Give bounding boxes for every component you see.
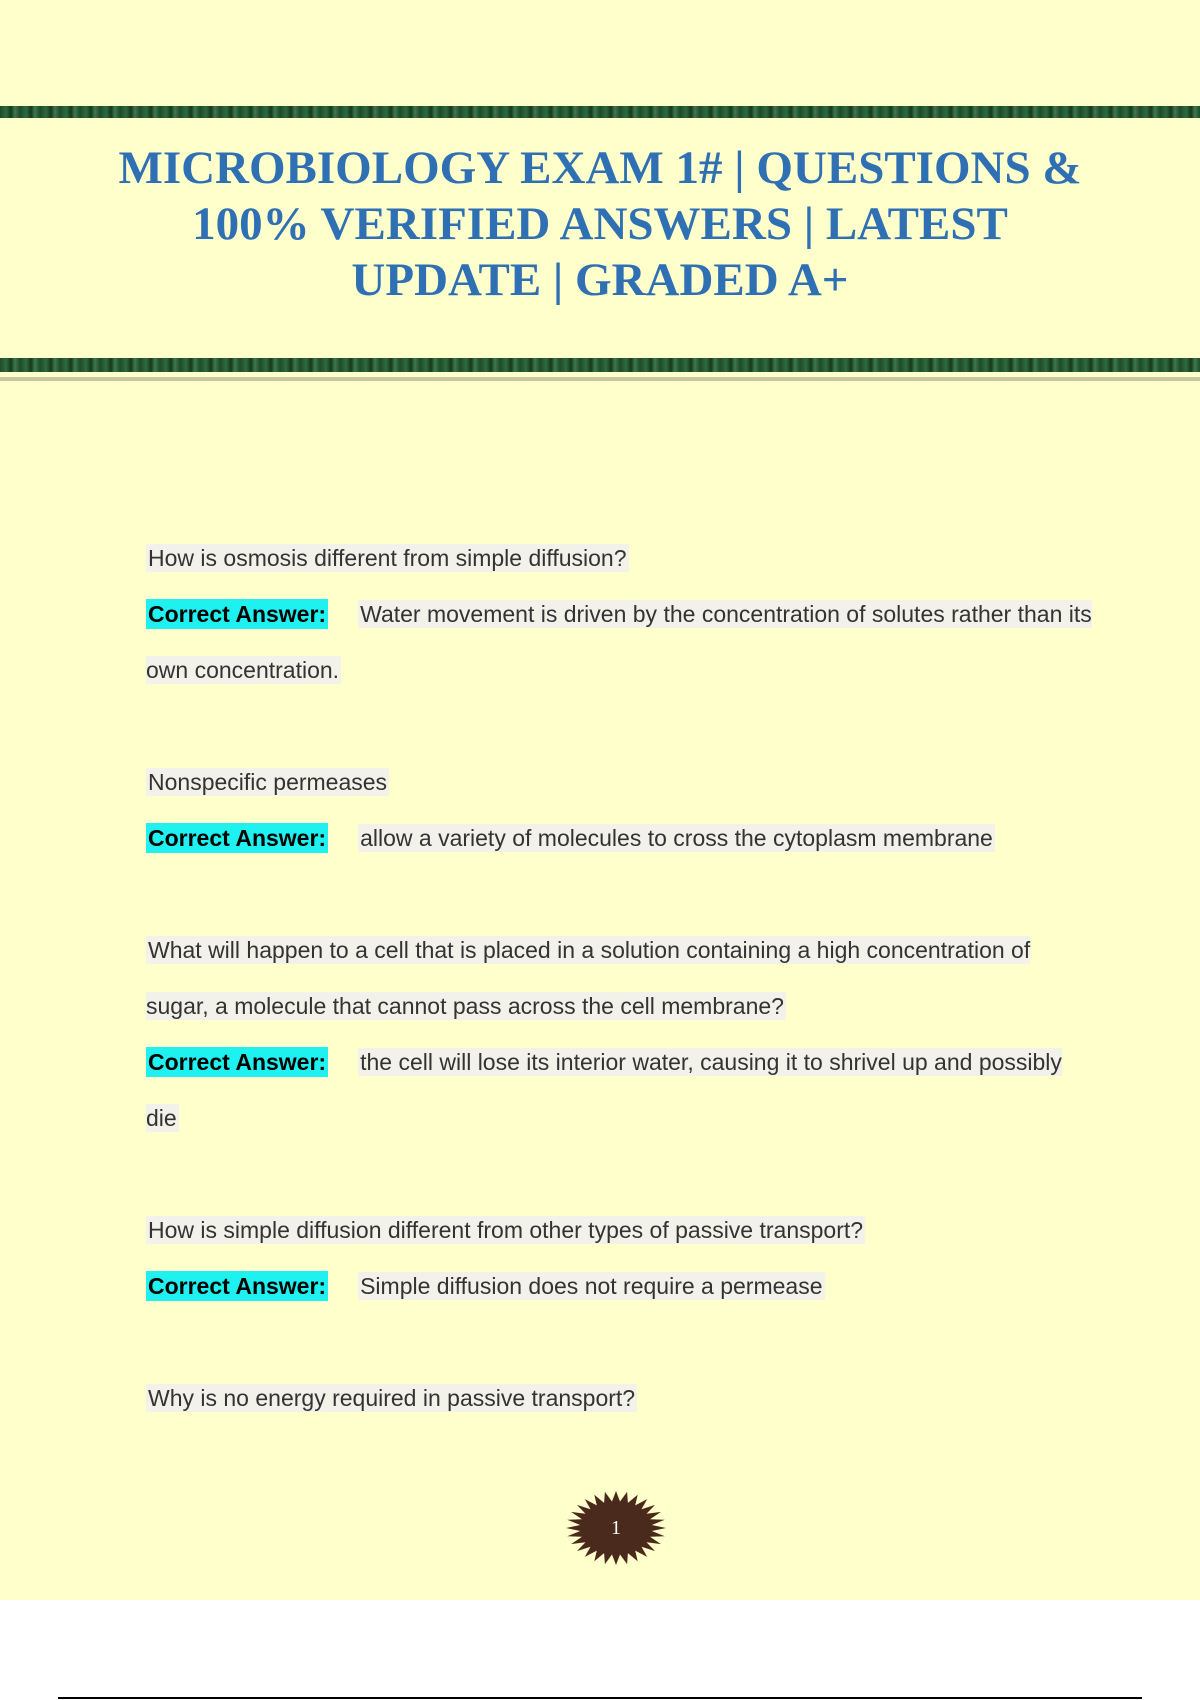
answer-text: the cell will lose its interior water, causing it to shrivel up and possibly die bbox=[146, 1049, 1062, 1131]
document-title: MICROBIOLOGY EXAM 1# | QUESTIONS & 100% VERIFIED ANSWERS | LATEST UPDATE | GRADED A+ bbox=[118, 142, 1082, 306]
header-decorative-band bbox=[0, 358, 1200, 372]
qa-item bbox=[146, 922, 1096, 1146]
starburst-icon bbox=[564, 1490, 668, 1566]
page-number-badge bbox=[564, 1490, 668, 1566]
answer-text: allow a variety of molecules to cross the cytoplasm membrane bbox=[360, 825, 993, 851]
header-decorative-band bbox=[0, 106, 1200, 118]
qa-list bbox=[146, 530, 1096, 1482]
answer-text: Simple diffusion does not require a permease bbox=[360, 1273, 823, 1299]
question-text: How is simple diffusion different from other types of passive transport? bbox=[148, 1217, 864, 1243]
answer-label: Correct Answer: bbox=[148, 1049, 327, 1075]
qa-item bbox=[146, 754, 1096, 866]
answer-text: Water movement is driven by the concentration of solutes rather than its own concentration. bbox=[146, 601, 1092, 683]
answer bbox=[146, 1258, 1096, 1314]
page-number: 1 bbox=[611, 1517, 621, 1539]
qa-item bbox=[146, 1370, 1096, 1426]
header-divider bbox=[0, 377, 1200, 381]
answer bbox=[146, 586, 1096, 698]
answer bbox=[146, 810, 1096, 866]
question-text: What will happen to a cell that is placed in a solution containing a high concentration of sugar, a molecule that cannot pass across the cell membrane? bbox=[146, 937, 1031, 1019]
question-text: Why is no energy required in passive transport? bbox=[148, 1385, 636, 1411]
answer-label: Correct Answer: bbox=[148, 1273, 327, 1299]
answer bbox=[146, 1034, 1096, 1146]
question-text: Nonspecific permeases bbox=[148, 769, 388, 795]
qa-item bbox=[146, 1202, 1096, 1314]
footer-rule bbox=[58, 1697, 1142, 1699]
qa-item bbox=[146, 530, 1096, 698]
question-text: How is osmosis different from simple diffusion? bbox=[148, 545, 627, 571]
answer-label: Correct Answer: bbox=[148, 825, 327, 851]
answer-label: Correct Answer: bbox=[148, 601, 327, 627]
